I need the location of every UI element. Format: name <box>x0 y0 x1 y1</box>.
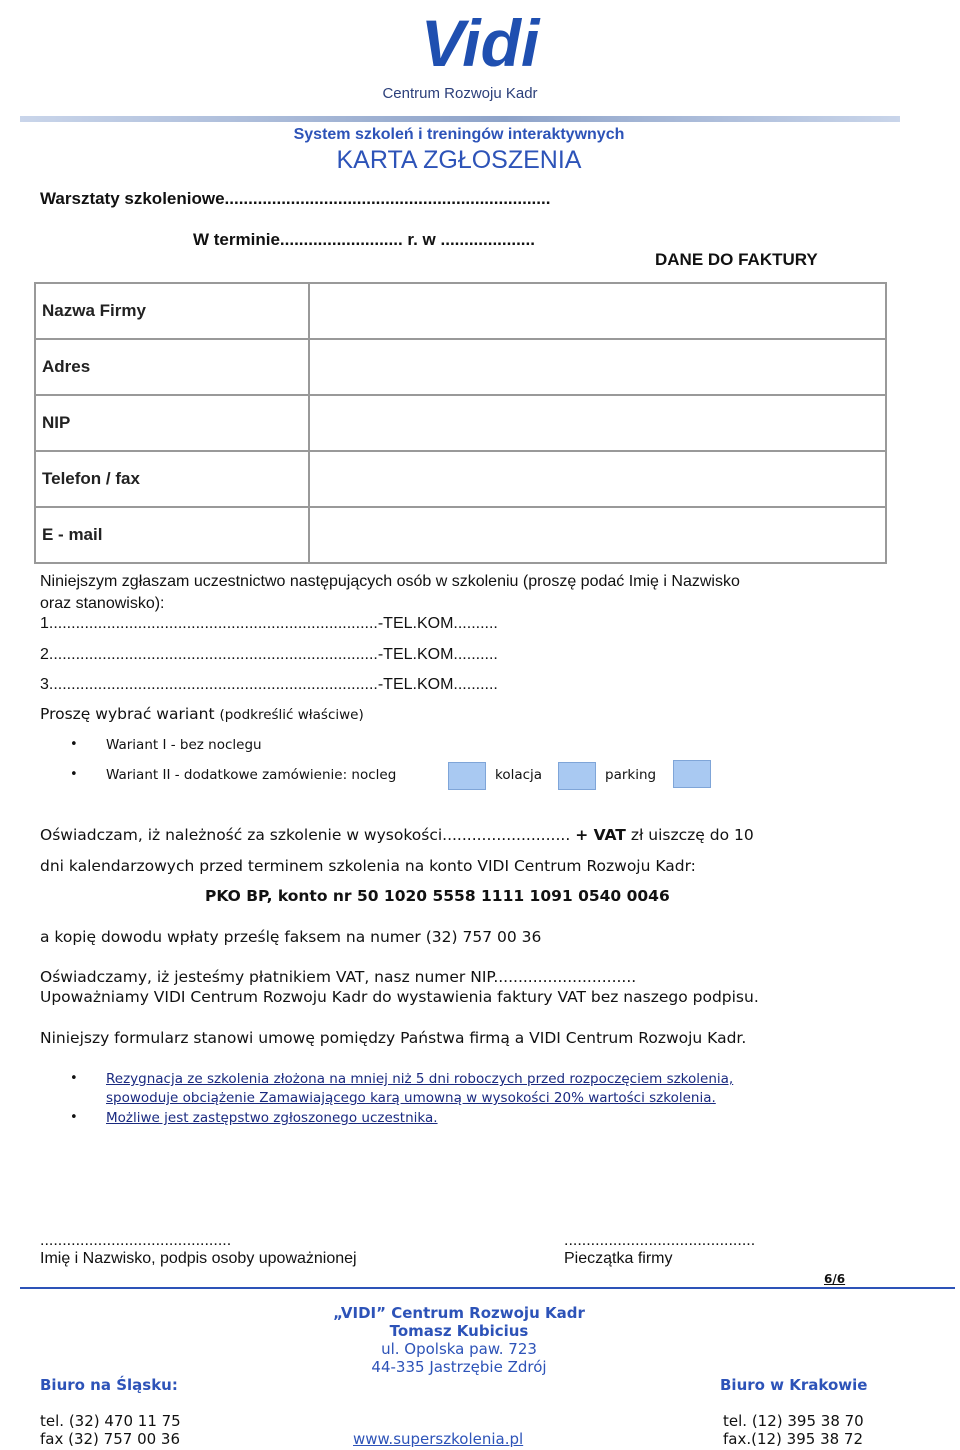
bank-account: PKO BP, konto nr 50 1020 5558 1111 1091 0540 0046 <box>205 887 670 905</box>
signature-label: Imię i Nazwisko, podpis osoby upoważnionej <box>40 1250 357 1267</box>
row-label: Telefon / fax <box>35 451 309 507</box>
email-field[interactable] <box>309 507 886 563</box>
contract-text: Niniejszy formularz stanowi umowę pomiędzy Państwa firmą a VIDI Centrum Rozwoju Kadr. <box>40 1029 747 1047</box>
bullet-icon: • <box>70 1071 78 1086</box>
footer-company: „VIDI” Centrum Rozwoju Kadr <box>333 1304 585 1322</box>
krakow-phone: tel. (12) 395 38 70 <box>723 1412 864 1430</box>
variant-prompt-text: Proszę wybrać wariant <box>40 705 215 723</box>
bullet-icon: • <box>70 1110 78 1125</box>
workshop-line[interactable]: Warsztaty szkoleniowe..................................................................... <box>40 189 551 208</box>
footer-city: 44-335 Jastrzębie Zdrój <box>371 1358 547 1376</box>
declaration-deadline: dni kalendarzowych przed terminem szkolenia na konto VIDI Centrum Rozwoju Kadr: <box>40 857 696 875</box>
row-label: NIP <box>35 395 309 451</box>
variant-hint: (podkreślić właściwe) <box>219 707 364 723</box>
stamp-label: Pieczątka firmy <box>564 1250 673 1267</box>
silesia-phone: tel. (32) 470 11 75 <box>40 1412 181 1430</box>
bullet-icon: • <box>70 767 78 782</box>
krakow-fax: fax.(12) 395 38 72 <box>723 1430 864 1448</box>
fax-copy-text: a kopię dowodu wpłaty prześlę faksem na numer (32) 757 00 36 <box>40 928 542 946</box>
logo-wordmark: Vidi <box>420 6 540 80</box>
page-subtitle: System szkoleń i treningów interaktywnych <box>293 126 625 143</box>
footer-divider <box>20 1287 955 1289</box>
company-name-field[interactable] <box>309 283 886 339</box>
dinner-checkbox[interactable] <box>558 762 596 790</box>
signature-dots[interactable]: ........................................... <box>40 1232 232 1249</box>
cancellation-note: Rezygnacja ze szkolenia złożona na mniej niż 5 dni roboczych przed rozpoczęciem szkolenia, <box>106 1071 734 1087</box>
silesia-fax: fax (32) 757 00 36 <box>40 1430 181 1448</box>
accommodation-checkbox[interactable] <box>448 762 486 790</box>
parking-checkbox[interactable] <box>673 760 711 788</box>
variant-1-option[interactable]: Wariant I - bez noclegu <box>106 737 262 753</box>
bullet-icon: • <box>70 737 78 752</box>
registration-text-cont: oraz stanowisko): <box>40 595 165 612</box>
page-title: KARTA ZGŁOSZENIA <box>336 146 582 174</box>
registration-text: Niniejszym zgłaszam uczestnictwo następujących osób w szkoleniu (proszę podać Imię i Nazwisko <box>40 573 740 590</box>
parking-label: parking <box>605 767 657 783</box>
header-divider <box>20 116 900 122</box>
participant-line-3[interactable]: 3..........................................................................-TEL.KOM.......... <box>40 676 498 693</box>
declaration-payment <box>40 826 754 844</box>
stamp-dots[interactable]: ........................................... <box>564 1232 756 1249</box>
address-field[interactable] <box>309 339 886 395</box>
participant-line-2[interactable]: 2..........................................................................-TEL.KOM.......... <box>40 646 498 663</box>
row-label: Nazwa Firmy <box>35 283 309 339</box>
row-label: E - mail <box>35 507 309 563</box>
declaration-text-end: zł uiszczę do 10 <box>630 826 754 844</box>
invoice-heading: DANE DO FAKTURY <box>655 250 818 269</box>
page-number: 6/6 <box>824 1272 846 1286</box>
vat-label: + VAT <box>575 826 626 844</box>
table-row <box>35 451 886 507</box>
variant-prompt <box>40 705 364 723</box>
logo-tagline: Centrum Rozwoju Kadr <box>382 85 538 102</box>
footer-street: ul. Opolska paw. 723 <box>381 1340 537 1358</box>
table-row <box>35 395 886 451</box>
vat-payer-text: Oświadczamy, iż jesteśmy płatnikiem VAT, nasz numer NIP............................. <box>40 968 637 986</box>
website-link[interactable]: www.superszkolenia.pl <box>353 1430 524 1448</box>
office-silesia-label: Biuro na Śląsku: <box>40 1376 178 1394</box>
participant-line-1[interactable]: 1..........................................................................-TEL.KOM.......... <box>40 615 498 632</box>
phone-fax-field[interactable] <box>309 451 886 507</box>
cancellation-note-cont: spowoduje obciążenie Zamawiającego karą umowną w wysokości 20% wartości szkolenia. <box>106 1090 716 1106</box>
table-row <box>35 339 886 395</box>
table-row <box>35 283 886 339</box>
nip-field[interactable] <box>309 395 886 451</box>
authorization-text: Upoważniamy VIDI Centrum Rozwoju Kadr do wystawienia faktury VAT bez naszego podpisu. <box>40 988 759 1006</box>
date-line[interactable]: W terminie.......................... r. w .................... <box>193 230 535 249</box>
footer-person: Tomasz Kubicius <box>389 1322 529 1340</box>
substitution-note: Możliwe jest zastępstwo zgłoszonego uczestnika. <box>106 1110 438 1126</box>
row-label: Adres <box>35 339 309 395</box>
company-logo <box>330 4 630 104</box>
declaration-text: Oświadczam, iż należność za szkolenie w wysokości.......................... <box>40 826 571 844</box>
office-krakow-label: Biuro w Krakowie <box>720 1376 868 1394</box>
variant-2-option[interactable]: Wariant II - dodatkowe zamówienie: nocleg <box>106 767 397 783</box>
dinner-label: kolacja <box>495 767 543 783</box>
invoice-table <box>34 282 887 564</box>
table-row <box>35 507 886 563</box>
